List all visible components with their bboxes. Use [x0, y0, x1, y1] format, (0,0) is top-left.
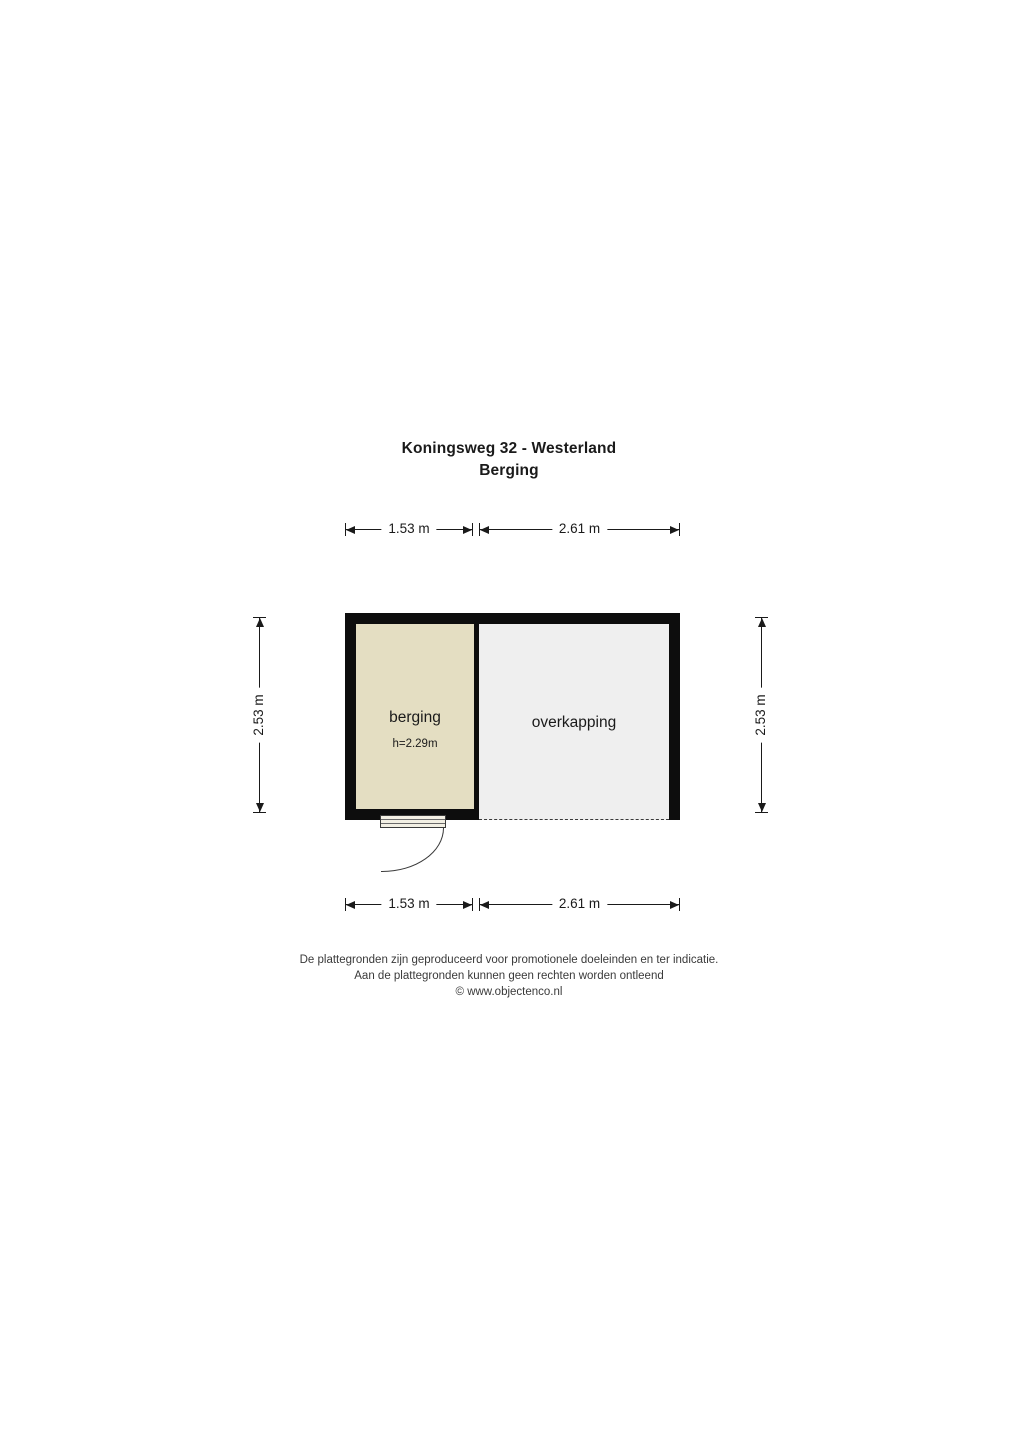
title-subtitle: Berging — [479, 462, 539, 479]
dimension-bottom-overkapping — [479, 891, 680, 917]
dimension-arrow-top — [758, 618, 766, 627]
dimension-label: 2.53 m — [246, 687, 272, 742]
dimension-left — [246, 617, 272, 813]
dimension-arrow-left — [480, 526, 489, 534]
dimension-cap-right — [472, 523, 473, 536]
room-label-overkapping — [479, 713, 669, 733]
door-symbol — [380, 815, 450, 872]
dimension-cap-bottom — [755, 812, 768, 813]
open-edge-dashed — [479, 819, 669, 820]
door-swing-arc-icon — [381, 827, 444, 872]
dimension-label: 2.61 m — [552, 519, 607, 539]
footer-line-1: De plattegronden zijn geproduceerd voor promotionele doeleinden en ter indicatie. — [299, 954, 719, 966]
dimension-top-berging — [345, 516, 473, 542]
footer-line-2: Aan de plattegronden kunnen geen rechten worden ontleend — [354, 970, 664, 982]
dimension-cap-bottom — [253, 812, 266, 813]
dimension-label: 1.53 m — [381, 894, 436, 914]
dimension-cap-right — [679, 523, 680, 536]
dimension-top-overkapping — [479, 516, 680, 542]
dimension-arrow-left — [346, 901, 355, 909]
dimension-cap-right — [472, 898, 473, 911]
dimension-label: 2.61 m — [552, 894, 607, 914]
title-address: Koningsweg 32 - Westerland — [401, 440, 617, 457]
dimension-arrow-right — [463, 526, 472, 534]
dimension-cap-right — [679, 898, 680, 911]
page-title — [0, 438, 1018, 482]
room-name: berging — [389, 709, 441, 726]
dimension-row-top — [345, 516, 680, 542]
dimension-arrow-left — [346, 526, 355, 534]
dimension-arrow-bottom — [256, 803, 264, 812]
room-height: h=2.29m — [392, 738, 438, 750]
room-label-berging — [356, 708, 474, 753]
dimension-row-bottom — [345, 891, 680, 917]
dimension-arrow-bottom — [758, 803, 766, 812]
dimension-arrow-right — [670, 901, 679, 909]
footer-copyright: © www.objectenco.nl — [455, 986, 563, 998]
dimension-bottom-berging — [345, 891, 473, 917]
dimension-arrow-right — [463, 901, 472, 909]
room-name: overkapping — [531, 714, 617, 731]
dimension-label: 2.53 m — [748, 687, 774, 742]
dimension-arrow-right — [670, 526, 679, 534]
floorplan-drawing — [345, 613, 680, 820]
dimension-right — [748, 617, 774, 813]
footer-disclaimer — [0, 952, 1018, 1000]
dimension-arrow-top — [256, 618, 264, 627]
dimension-arrow-left — [480, 901, 489, 909]
dimension-label: 1.53 m — [381, 519, 436, 539]
